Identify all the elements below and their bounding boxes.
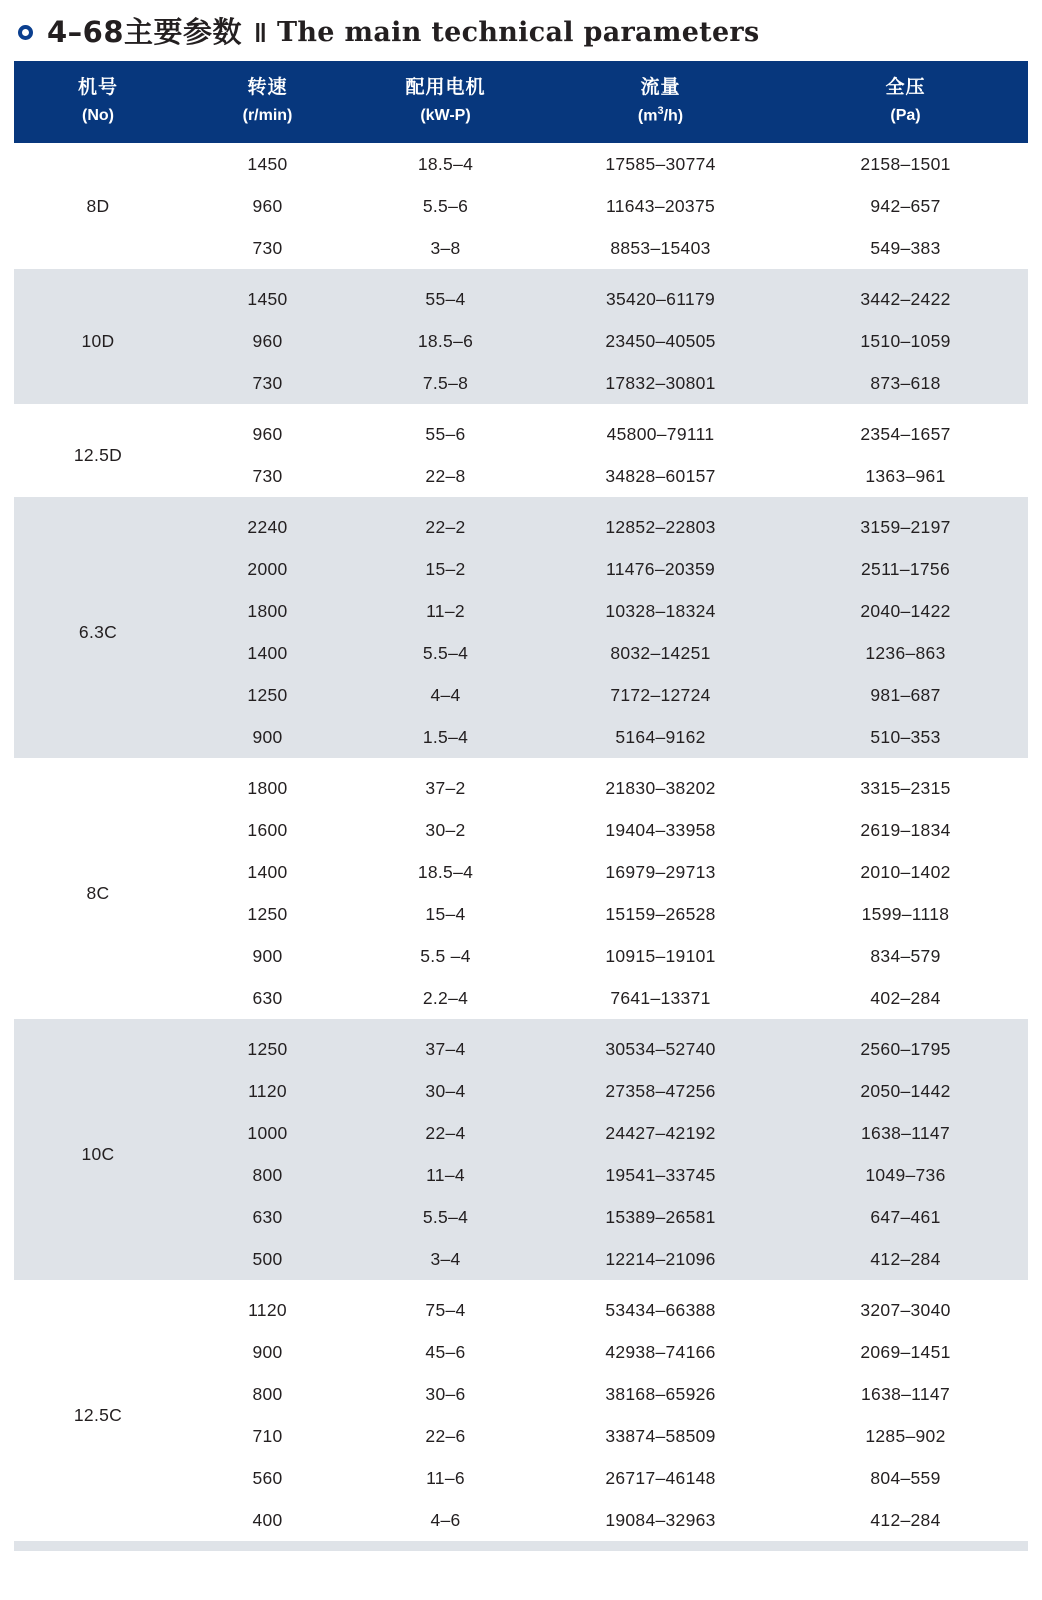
cell-motor: 5.5–6: [353, 185, 538, 227]
group-separator: [14, 1019, 1028, 1028]
cell-flow: 5164–9162: [538, 716, 783, 758]
cell-speed: 900: [182, 935, 353, 977]
cell-motor: 11–2: [353, 590, 538, 632]
cell-pressure: 1638–1147: [783, 1373, 1028, 1415]
cell-motor: 22–4: [353, 1112, 538, 1154]
cell-speed: 1250: [182, 674, 353, 716]
cell-pressure: 2158–1501: [783, 143, 1028, 185]
cell-flow: 8853–15403: [538, 227, 783, 269]
cell-speed: 800: [182, 1154, 353, 1196]
parameters-table: [14, 61, 1028, 1541]
title-separator: ‖: [254, 17, 267, 48]
cell-speed: 400: [182, 1499, 353, 1541]
cell-pressure: 2040–1422: [783, 590, 1028, 632]
cell-pressure: 510–353: [783, 716, 1028, 758]
column-header-model: 机号 (No): [14, 61, 182, 143]
cell-speed: 900: [182, 1331, 353, 1373]
column-header-speed: 转速 (r/min): [182, 61, 353, 143]
column-header-motor: 配用电机 (kW-P): [353, 61, 538, 143]
cell-speed: 1250: [182, 893, 353, 935]
cell-motor: 1.5–4: [353, 716, 538, 758]
cell-speed: 630: [182, 977, 353, 1019]
cell-speed: 900: [182, 716, 353, 758]
cell-flow: 12852–22803: [538, 506, 783, 548]
cell-flow: 7641–13371: [538, 977, 783, 1019]
cell-speed: 1120: [182, 1070, 353, 1112]
cell-flow: 10328–18324: [538, 590, 783, 632]
cell-flow: 10915–19101: [538, 935, 783, 977]
cell-pressure: 2354–1657: [783, 413, 1028, 455]
cell-motor: 55–6: [353, 413, 538, 455]
cell-pressure: 1510–1059: [783, 320, 1028, 362]
cell-pressure: 1049–736: [783, 1154, 1028, 1196]
cell-flow: 12214–21096: [538, 1238, 783, 1280]
cell-pressure: 942–657: [783, 185, 1028, 227]
page-title-en: The main technical parameters: [276, 17, 760, 48]
table-row: [14, 506, 1028, 548]
cell-pressure: 3207–3040: [783, 1289, 1028, 1331]
cell-pressure: 873–618: [783, 362, 1028, 404]
cell-pressure: 3442–2422: [783, 278, 1028, 320]
cell-flow: 11643–20375: [538, 185, 783, 227]
cell-flow: 45800–79111: [538, 413, 783, 455]
cell-pressure: 647–461: [783, 1196, 1028, 1238]
cell-speed: 1450: [182, 143, 353, 185]
cell-pressure: 402–284: [783, 977, 1028, 1019]
cell-speed: 1800: [182, 767, 353, 809]
cell-speed: 800: [182, 1373, 353, 1415]
table-header: [14, 61, 1028, 143]
cell-speed: 630: [182, 1196, 353, 1238]
cell-motor: 22–6: [353, 1415, 538, 1457]
cell-motor: 3–4: [353, 1238, 538, 1280]
cell-speed: 1600: [182, 809, 353, 851]
cell-motor: 30–4: [353, 1070, 538, 1112]
cell-speed: 960: [182, 413, 353, 455]
column-header-pressure: 全压 (Pa): [783, 61, 1028, 143]
cell-motor: 37–4: [353, 1028, 538, 1070]
table-body: [14, 143, 1028, 1541]
cell-motor: 15–4: [353, 893, 538, 935]
cell-motor: 45–6: [353, 1331, 538, 1373]
cell-flow: 21830–38202: [538, 767, 783, 809]
cell-model: 12.5C: [14, 1289, 182, 1541]
cell-pressure: 1599–1118: [783, 893, 1028, 935]
cell-flow: 16979–29713: [538, 851, 783, 893]
cell-flow: 19404–33958: [538, 809, 783, 851]
group-separator: [14, 497, 1028, 506]
group-separator: [14, 269, 1028, 278]
cell-motor: 22–2: [353, 506, 538, 548]
cell-pressure: 1236–863: [783, 632, 1028, 674]
cell-flow: 19541–33745: [538, 1154, 783, 1196]
cell-model: 12.5D: [14, 413, 182, 497]
group-separator: [14, 1280, 1028, 1289]
cell-motor: 30–2: [353, 809, 538, 851]
cell-pressure: 1638–1147: [783, 1112, 1028, 1154]
cell-pressure: 2010–1402: [783, 851, 1028, 893]
cell-motor: 18.5–6: [353, 320, 538, 362]
cell-flow: 19084–32963: [538, 1499, 783, 1541]
cell-model: 8C: [14, 767, 182, 1019]
cell-flow: 27358–47256: [538, 1070, 783, 1112]
cell-motor: 4–6: [353, 1499, 538, 1541]
cell-motor: 30–6: [353, 1373, 538, 1415]
cell-pressure: 2560–1795: [783, 1028, 1028, 1070]
cell-speed: 730: [182, 227, 353, 269]
cell-pressure: 1363–961: [783, 455, 1028, 497]
cell-speed: 730: [182, 455, 353, 497]
cell-speed: 1400: [182, 632, 353, 674]
cell-speed: 1120: [182, 1289, 353, 1331]
cell-model: 10C: [14, 1028, 182, 1280]
cell-motor: 37–2: [353, 767, 538, 809]
cell-speed: 2240: [182, 506, 353, 548]
cell-flow: 53434–66388: [538, 1289, 783, 1331]
cell-flow: 34828–60157: [538, 455, 783, 497]
cell-speed: 1800: [182, 590, 353, 632]
cell-flow: 11476–20359: [538, 548, 783, 590]
cell-speed: 960: [182, 320, 353, 362]
cell-motor: 7.5–8: [353, 362, 538, 404]
cell-pressure: 412–284: [783, 1238, 1028, 1280]
cell-motor: 11–6: [353, 1457, 538, 1499]
cell-speed: 1000: [182, 1112, 353, 1154]
cell-flow: 15389–26581: [538, 1196, 783, 1238]
bullet-dot-icon: [18, 25, 33, 40]
cell-speed: 1400: [182, 851, 353, 893]
cell-model: 10D: [14, 278, 182, 404]
cell-speed: 2000: [182, 548, 353, 590]
cell-flow: 7172–12724: [538, 674, 783, 716]
cell-speed: 730: [182, 362, 353, 404]
cell-flow: 17832–30801: [538, 362, 783, 404]
cell-motor: 18.5–4: [353, 143, 538, 185]
cell-motor: 5.5–4: [353, 632, 538, 674]
cell-flow: 23450–40505: [538, 320, 783, 362]
table-row: [14, 278, 1028, 320]
cell-pressure: 2619–1834: [783, 809, 1028, 851]
cell-flow: 15159–26528: [538, 893, 783, 935]
page-title-cn: 4–68主要参数: [47, 15, 243, 49]
table-row: [14, 413, 1028, 455]
cell-motor: 2.2–4: [353, 977, 538, 1019]
group-separator: [14, 404, 1028, 413]
cell-pressure: 981–687: [783, 674, 1028, 716]
table-row: [14, 767, 1028, 809]
cell-model: 6.3C: [14, 506, 182, 758]
cell-motor: 18.5–4: [353, 851, 538, 893]
table-row: [14, 1289, 1028, 1331]
table-row: [14, 1028, 1028, 1070]
cell-speed: 1450: [182, 278, 353, 320]
cell-motor: 5.5–4: [353, 1196, 538, 1238]
group-separator: [14, 758, 1028, 767]
cell-flow: 17585–30774: [538, 143, 783, 185]
cell-pressure: 3315–2315: [783, 767, 1028, 809]
cell-flow: 8032–14251: [538, 632, 783, 674]
cell-speed: 560: [182, 1457, 353, 1499]
flow-unit: $(m^3/h)$: [637, 104, 684, 124]
cell-motor: 5.5 –4: [353, 935, 538, 977]
cell-motor: 22–8: [353, 455, 538, 497]
cell-pressure: 549–383: [783, 227, 1028, 269]
column-header-flow: 流量 $(m^3/h)$: [538, 61, 783, 143]
page-title: [0, 0, 1042, 61]
cell-flow: 24427–42192: [538, 1112, 783, 1154]
cell-motor: 15–2: [353, 548, 538, 590]
cell-pressure: 834–579: [783, 935, 1028, 977]
cell-speed: 710: [182, 1415, 353, 1457]
cell-flow: 30534–52740: [538, 1028, 783, 1070]
table-row: [14, 143, 1028, 185]
cell-pressure: 2050–1442: [783, 1070, 1028, 1112]
footer-strip: [14, 1541, 1028, 1551]
cell-flow: 38168–65926: [538, 1373, 783, 1415]
cell-flow: 35420–61179: [538, 278, 783, 320]
cell-model: 8D: [14, 143, 182, 269]
cell-pressure: 804–559: [783, 1457, 1028, 1499]
cell-speed: 960: [182, 185, 353, 227]
cell-pressure: 2069–1451: [783, 1331, 1028, 1373]
cell-pressure: 1285–902: [783, 1415, 1028, 1457]
cell-flow: 42938–74166: [538, 1331, 783, 1373]
cell-flow: 33874–58509: [538, 1415, 783, 1457]
cell-flow: 26717–46148: [538, 1457, 783, 1499]
cell-pressure: 412–284: [783, 1499, 1028, 1541]
cell-speed: 1250: [182, 1028, 353, 1070]
cell-pressure: 2511–1756: [783, 548, 1028, 590]
cell-motor: 55–4: [353, 278, 538, 320]
cell-speed: 500: [182, 1238, 353, 1280]
cell-motor: 75–4: [353, 1289, 538, 1331]
cell-pressure: 3159–2197: [783, 506, 1028, 548]
cell-motor: 11–4: [353, 1154, 538, 1196]
cell-motor: 4–4: [353, 674, 538, 716]
cell-motor: 3–8: [353, 227, 538, 269]
